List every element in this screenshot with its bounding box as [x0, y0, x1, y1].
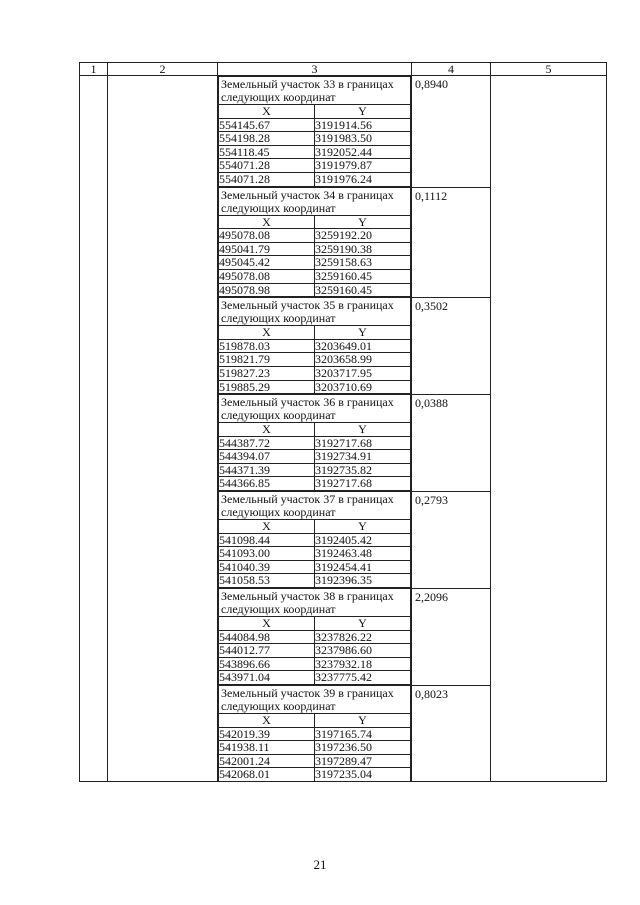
x-coordinate: 495045.42 — [219, 256, 315, 270]
x-coordinate: 544084.98 — [219, 630, 315, 644]
coordinate-row — [219, 339, 411, 353]
coordinate-row — [219, 256, 411, 270]
y-coordinate: 3197165.74 — [315, 727, 411, 741]
y-coordinate: 3237932.18 — [315, 657, 411, 671]
parcel-block — [218, 685, 411, 781]
y-coordinate: 3191976.24 — [315, 172, 411, 186]
x-axis-label: X — [219, 326, 315, 340]
axis-header-row — [219, 520, 411, 534]
x-coordinate: 495078.98 — [219, 283, 315, 297]
x-coordinate: 542019.39 — [219, 727, 315, 741]
coordinate-row — [219, 172, 411, 186]
header-col-3: 3 — [218, 63, 412, 76]
page-number: 21 — [313, 857, 327, 872]
y-coordinate: 3192052.44 — [315, 145, 411, 159]
coordinate-row — [219, 366, 411, 380]
coordinate-row — [219, 533, 411, 547]
y-coordinate: 3259192.20 — [315, 229, 411, 243]
y-axis-label: Y — [315, 617, 411, 631]
parcel-title: Земельный участок 34 в границах следующих координат — [219, 187, 411, 215]
x-coordinate: 519821.79 — [219, 353, 315, 367]
x-coordinate: 542001.24 — [219, 754, 315, 768]
coordinate-row — [219, 436, 411, 450]
coordinate-row — [219, 560, 411, 574]
y-axis-label: Y — [315, 423, 411, 437]
y-coordinate: 3192405.42 — [315, 533, 411, 547]
area-list — [412, 76, 490, 781]
y-coordinate: 3192717.68 — [315, 436, 411, 450]
coordinate-row — [219, 229, 411, 243]
x-axis-label: X — [219, 520, 315, 534]
axis-header-row — [219, 105, 411, 119]
parcel-area: 0,3502 — [412, 297, 490, 394]
y-coordinate: 3203717.95 — [315, 366, 411, 380]
coordinate-row — [219, 463, 411, 477]
y-coordinate: 3192735.82 — [315, 463, 411, 477]
parcel-block — [218, 76, 411, 187]
x-coordinate: 554071.28 — [219, 159, 315, 173]
x-coordinate: 542068.01 — [219, 768, 315, 781]
coordinate-row — [219, 657, 411, 671]
y-coordinate: 3191983.50 — [315, 132, 411, 146]
coordinate-row — [219, 644, 411, 658]
x-axis-label: X — [219, 215, 315, 229]
y-coordinate: 3259160.45 — [315, 269, 411, 283]
parcel-title: Земельный участок 36 в границах следующих координат — [219, 395, 411, 423]
x-coordinate: 543896.66 — [219, 657, 315, 671]
parcel-block — [218, 491, 411, 588]
coordinate-row — [219, 132, 411, 146]
x-axis-label: X — [219, 423, 315, 437]
parcel-area: 0,8940 — [415, 77, 448, 91]
y-coordinate: 3203649.01 — [315, 339, 411, 353]
coordinate-row — [219, 741, 411, 755]
coordinate-row — [219, 574, 411, 588]
coordinate-row — [219, 283, 411, 297]
coordinate-row — [219, 159, 411, 173]
y-coordinate: 3192454.41 — [315, 560, 411, 574]
area-column — [412, 76, 491, 782]
coordinate-row — [219, 754, 411, 768]
coordinate-row — [219, 547, 411, 561]
y-coordinate: 3192396.35 — [315, 574, 411, 588]
header-col-1: 1 — [80, 63, 108, 76]
y-coordinate: 3237775.42 — [315, 671, 411, 685]
x-coordinate: 541058.53 — [219, 574, 315, 588]
x-coordinate: 541098.44 — [219, 533, 315, 547]
y-coordinate: 3259160.45 — [315, 283, 411, 297]
coordinate-row — [219, 477, 411, 491]
x-coordinate: 544366.85 — [219, 477, 315, 491]
x-coordinate: 541938.11 — [219, 741, 315, 755]
y-coordinate: 3203710.69 — [315, 380, 411, 394]
x-coordinate: 543971.04 — [219, 671, 315, 685]
x-coordinate: 554071.28 — [219, 172, 315, 186]
parcel-block — [218, 297, 411, 394]
parcel-title: Земельный участок 39 в границах следующих координат — [219, 686, 411, 714]
y-coordinate: 3259190.38 — [315, 242, 411, 256]
parcel-title: Земельный участок 38 в границах следующих координат — [219, 589, 411, 617]
plots-column — [218, 76, 412, 782]
x-coordinate: 519827.23 — [219, 366, 315, 380]
y-coordinate: 3197235.04 — [315, 768, 411, 781]
y-coordinate: 3197289.47 — [315, 754, 411, 768]
parcel-table — [79, 62, 607, 782]
x-coordinate: 554145.67 — [219, 118, 315, 132]
header-col-4: 4 — [412, 63, 491, 76]
col-1-cell — [80, 76, 108, 782]
y-coordinate: 3197236.50 — [315, 741, 411, 755]
y-coordinate: 3259158.63 — [315, 256, 411, 270]
x-coordinate: 554118.45 — [219, 145, 315, 159]
y-axis-label: Y — [315, 326, 411, 340]
parcel-title-row — [219, 686, 411, 714]
parcel-area: 0,0388 — [412, 394, 490, 491]
parcel-title-row — [219, 77, 411, 105]
coordinate-row — [219, 118, 411, 132]
body-row — [80, 76, 607, 782]
x-coordinate: 554198.28 — [219, 132, 315, 146]
y-coordinate: 3237986.60 — [315, 644, 411, 658]
parcel-title-row — [219, 395, 411, 423]
coordinate-row — [219, 630, 411, 644]
y-coordinate: 3203658.99 — [315, 353, 411, 367]
x-coordinate: 519885.29 — [219, 380, 315, 394]
coordinate-row — [219, 671, 411, 685]
axis-header-row — [219, 714, 411, 728]
parcel-title-row — [219, 589, 411, 617]
coordinate-row — [219, 242, 411, 256]
x-coordinate: 544394.07 — [219, 450, 315, 464]
y-axis-label: Y — [315, 105, 411, 119]
coordinate-row — [219, 380, 411, 394]
x-axis-label: X — [219, 105, 315, 119]
axis-header-row — [219, 215, 411, 229]
header-col-5: 5 — [491, 63, 607, 76]
parcel-block — [218, 394, 411, 491]
parcel-area: 0,1112 — [412, 187, 490, 298]
parcel-title: Земельный участок 37 в границах следующих координат — [219, 492, 411, 520]
parcel-title-row — [219, 187, 411, 215]
y-axis-label: Y — [315, 714, 411, 728]
coordinate-row — [219, 353, 411, 367]
parcel-title: Земельный участок 35 в границах следующих координат — [219, 298, 411, 326]
x-coordinate: 544371.39 — [219, 463, 315, 477]
axis-header-row — [219, 326, 411, 340]
y-coordinate: 3191979.87 — [315, 159, 411, 173]
x-coordinate: 519878.03 — [219, 339, 315, 353]
x-coordinate: 541040.39 — [219, 560, 315, 574]
x-coordinate: 544012.77 — [219, 644, 315, 658]
y-coordinate: 3237826.22 — [315, 630, 411, 644]
x-coordinate: 495078.08 — [219, 269, 315, 283]
parcel-title: Земельный участок 33 в границах следующих координат — [219, 77, 411, 105]
col-2-cell — [108, 76, 218, 782]
coordinate-row — [219, 768, 411, 781]
parcel-title-row — [219, 492, 411, 520]
x-axis-label: X — [219, 714, 315, 728]
col-5-cell — [491, 76, 607, 782]
parcel-area: 0,2793 — [412, 491, 490, 588]
y-coordinate: 3191914.56 — [315, 118, 411, 132]
header-col-2: 2 — [108, 63, 218, 76]
x-coordinate: 541093.00 — [219, 547, 315, 561]
x-coordinate: 495078.08 — [219, 229, 315, 243]
y-axis-label: Y — [315, 520, 411, 534]
y-coordinate: 3192734.91 — [315, 450, 411, 464]
parcel-block — [218, 588, 411, 685]
header-row — [80, 63, 607, 76]
y-coordinate: 3192717.68 — [315, 477, 411, 491]
coordinate-row — [219, 145, 411, 159]
axis-header-row — [219, 617, 411, 631]
coordinate-row — [219, 269, 411, 283]
coordinate-row — [219, 727, 411, 741]
parcel-area: 2,2096 — [412, 588, 490, 685]
x-coordinate: 544387.72 — [219, 436, 315, 450]
x-axis-label: X — [219, 617, 315, 631]
y-coordinate: 3192463.48 — [315, 547, 411, 561]
axis-header-row — [219, 423, 411, 437]
y-axis-label: Y — [315, 215, 411, 229]
parcel-area: 0,8023 — [412, 685, 490, 781]
parcel-block — [218, 187, 411, 298]
x-coordinate: 495041.79 — [219, 242, 315, 256]
parcel-title-row — [219, 298, 411, 326]
coordinate-row — [219, 450, 411, 464]
